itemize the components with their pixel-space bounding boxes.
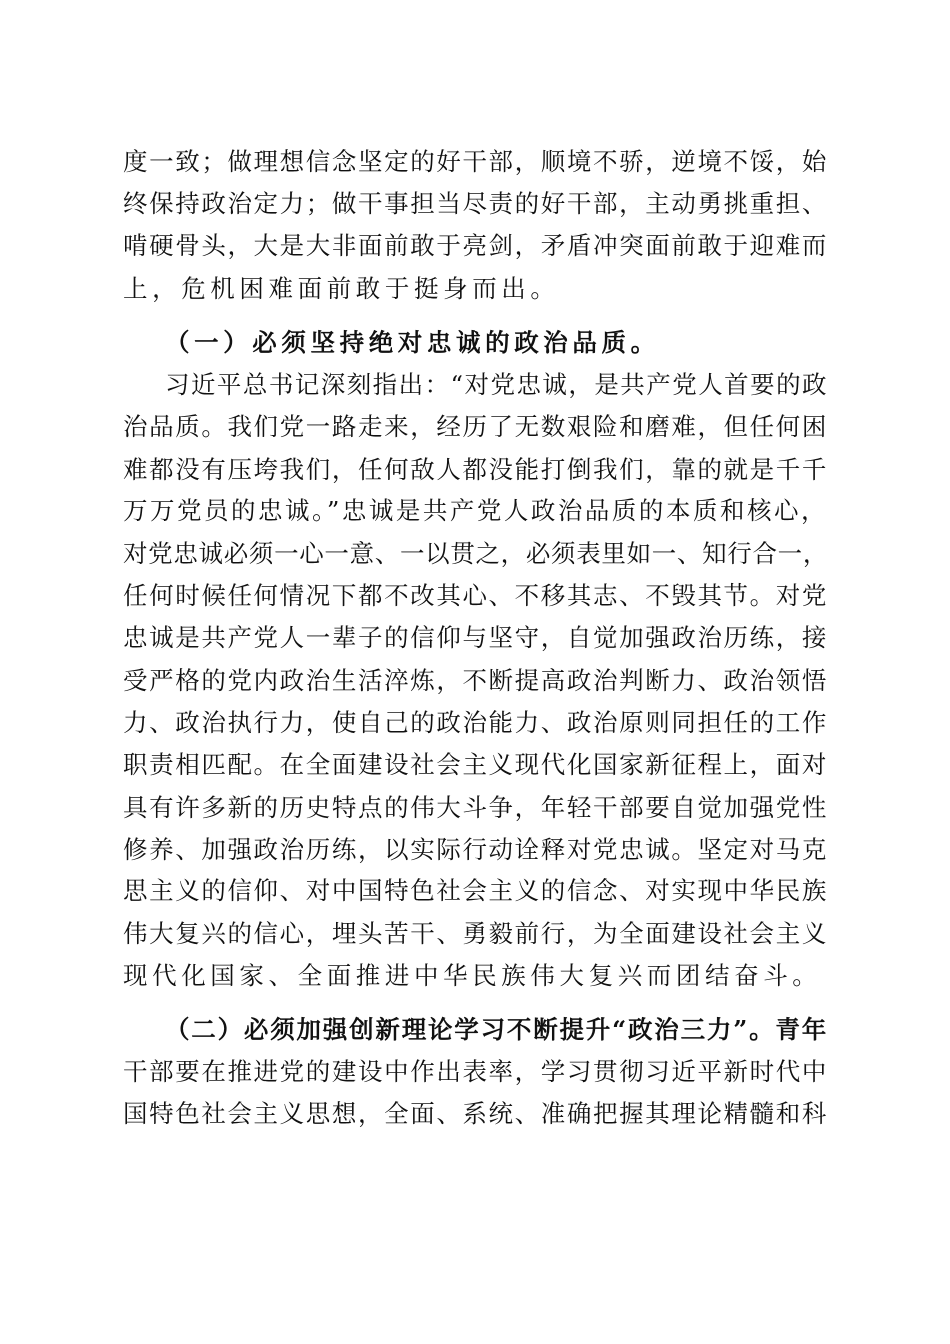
line-text: 现代化国家、全面推进中华民族伟大复兴而团结奋斗。 (123, 961, 822, 990)
section-heading (0, 1012, 950, 1048)
heading-text: （二）必须加强创新理论学习不断提升“政治三力”。青年 (165, 1015, 828, 1044)
line-text: 干部要在推进党的建设中作出表率，学习贯彻习近平新时代中 (123, 1057, 828, 1086)
line-text: 度一致；做理想信念坚定的好干部，顺境不骄，逆境不馁，始 (123, 147, 828, 176)
line-text: 难都没有压垮我们，任何敌人都没能打倒我们，靠的就是千千 (123, 455, 828, 484)
paragraph-line (0, 452, 950, 488)
paragraph-line (0, 790, 950, 826)
line-text: 任何时候任何情况下都不改其心、不移其志、不毁其节。对党 (123, 581, 828, 610)
paragraph-line (0, 271, 950, 307)
line-text: 力、政治执行力，使自己的政治能力、政治原则同担任的工作 (123, 708, 828, 737)
line-text: 职责相匹配。在全面建设社会主义现代化国家新征程上，面对 (123, 750, 828, 779)
paragraph-line (0, 916, 950, 952)
line-text: 终保持政治定力；做干事担当尽责的好干部，主动勇挑重担、 (123, 189, 828, 218)
paragraph-line (0, 832, 950, 868)
paragraph-line (0, 1054, 950, 1090)
line-text: 习近平总书记深刻指出：“对党忠诚，是共产党人首要的政 (165, 370, 828, 399)
line-text: 啃硬骨头，大是大非面前敢于亮剑，矛盾冲突面前敢于迎难而 (123, 231, 828, 260)
paragraph-line (0, 620, 950, 656)
paragraph-line (0, 958, 950, 994)
paragraph-line (0, 1096, 950, 1132)
paragraph-line (0, 663, 950, 699)
paragraph-line (0, 493, 950, 529)
line-text: 万万党员的忠诚。”忠诚是共产党人政治品质的本质和核心， (123, 496, 828, 525)
line-text: 具有许多新的历史特点的伟大斗争，年轻干部要自觉加强党性 (123, 793, 828, 822)
paragraph-line (0, 186, 950, 222)
line-text: 忠诚是共产党人一辈子的信仰与坚守，自觉加强政治历练，接 (123, 623, 828, 652)
line-text: 伟大复兴的信心，埋头苦干、勇毅前行，为全面建设社会主义 (123, 919, 828, 948)
paragraph-line (0, 705, 950, 741)
paragraph-line (0, 873, 950, 909)
line-text: 修养、加强政治历练，以实际行动诠释对党忠诚。坚定对马克 (123, 835, 828, 864)
heading-text: （一）必须坚持绝对忠诚的政治品质。 (165, 328, 660, 357)
line-text: 治品质。我们党一路走来，经历了无数艰险和磨难，但任何困 (123, 412, 828, 441)
paragraph-line (0, 228, 950, 264)
line-text: 对党忠诚必须一心一意、一以贯之，必须表里如一、知行合一， (123, 539, 828, 568)
paragraph-line (0, 144, 950, 180)
paragraph-line (0, 578, 950, 614)
line-text: 国特色社会主义思想，全面、系统、准确把握其理论精髓和科 (123, 1099, 828, 1128)
line-text: 受严格的党内政治生活淬炼，不断提高政治判断力、政治领悟 (123, 666, 828, 695)
paragraph-line (0, 409, 950, 445)
section-heading (0, 325, 950, 361)
paragraph-line (0, 747, 950, 783)
paragraph-line (0, 367, 950, 403)
paragraph-line (0, 536, 950, 572)
line-text: 上，危机困难面前敢于挺身而出。 (123, 274, 560, 303)
line-text: 思主义的信仰、对中国特色社会主义的信念、对实现中华民族 (123, 876, 828, 905)
